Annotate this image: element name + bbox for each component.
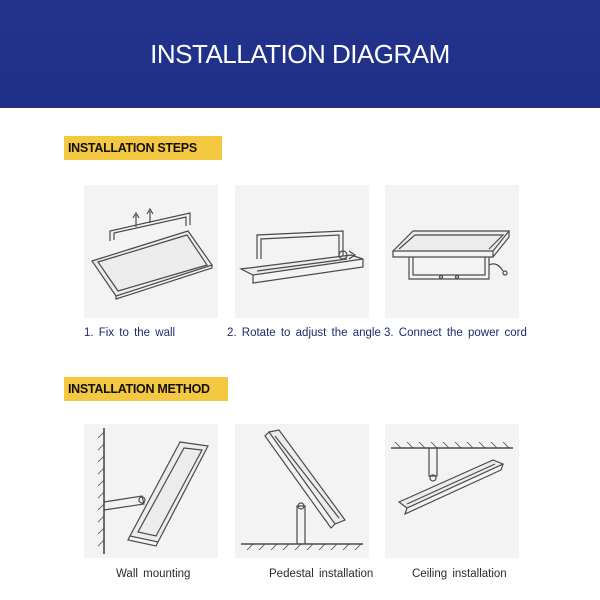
ceiling-mount-caption: Ceiling installation — [412, 568, 507, 580]
steps-section-label: INSTALLATION STEPS — [64, 136, 222, 160]
power-cord-icon — [385, 185, 519, 318]
rotate-angle-icon — [235, 185, 369, 318]
step-3-illustration — [385, 185, 519, 318]
step-2-illustration — [235, 185, 369, 318]
wall-mount-illustration — [84, 424, 218, 558]
header-banner — [0, 0, 600, 108]
ceiling-mount-icon — [385, 424, 519, 558]
step-1-illustration — [84, 185, 218, 318]
pedestal-illustration — [235, 424, 369, 558]
step-3-caption: 3. Connect the power cord — [384, 327, 527, 339]
ceiling-mount-illustration — [385, 424, 519, 558]
step-2-caption: 2. Rotate to adjust the angle — [227, 327, 381, 339]
wall-mount-icon — [84, 424, 218, 558]
wall-mount-caption: Wall mounting — [116, 568, 191, 580]
step-1-caption: 1. Fix to the wall — [84, 327, 176, 339]
fix-to-wall-icon — [84, 185, 218, 318]
pedestal-caption: Pedestal installation — [269, 568, 374, 580]
method-section-label: INSTALLATION METHOD — [64, 377, 228, 401]
pedestal-icon — [235, 424, 369, 558]
page-title: INSTALLATION DIAGRAM — [150, 38, 450, 69]
